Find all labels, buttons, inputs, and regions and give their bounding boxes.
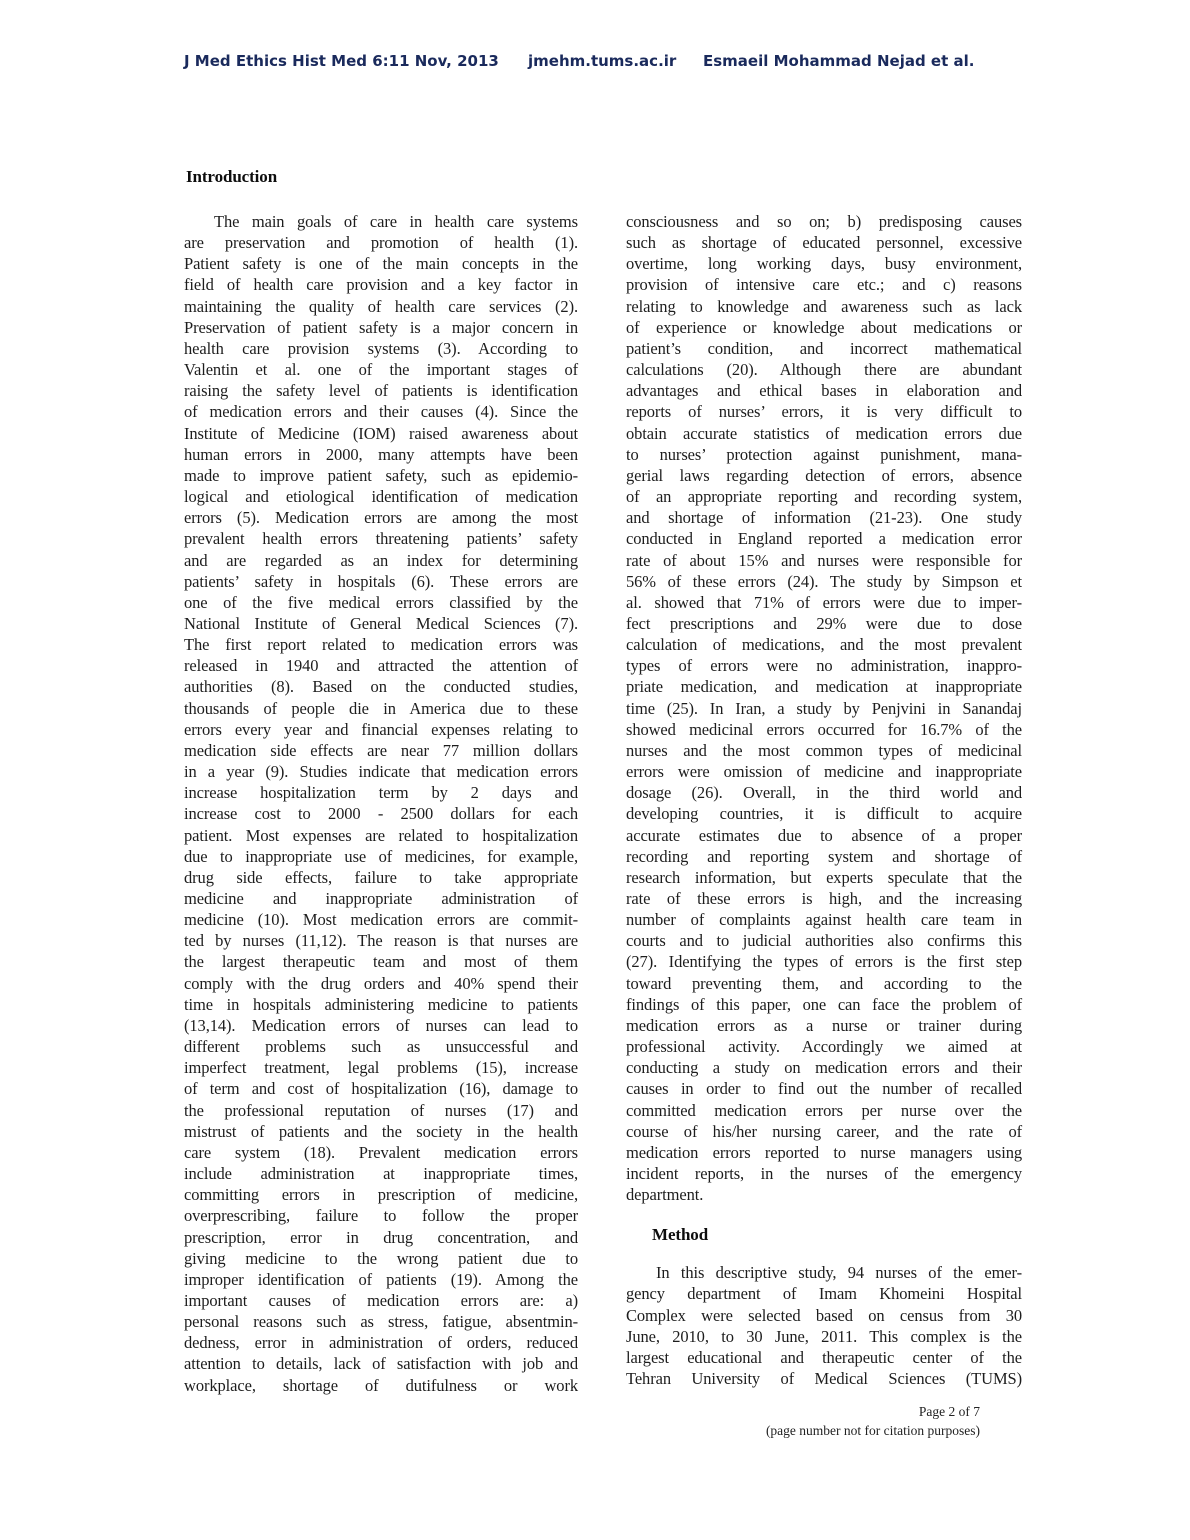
text-line: 56% of these errors (24). The study by Simpson et xyxy=(626,571,1022,591)
left-text-column xyxy=(184,166,578,1396)
text-line: increase cost to 2000 - 2500 dollars for each xyxy=(184,804,578,824)
text-line: of medication errors and their causes (4). Since the xyxy=(184,402,578,422)
text-line: errors (5). Medication errors are among the most xyxy=(184,508,578,528)
text-line: calculations (20). Although there are abundant xyxy=(626,360,1022,380)
text-line: field of health care provision and a key factor in xyxy=(184,275,578,295)
text-line: health care provision systems (3). According to xyxy=(184,338,578,358)
text-line: showed medicinal errors occurred for 16.7% of the xyxy=(626,719,1022,739)
text-line: made to improve patient safety, such as epidemio- xyxy=(184,465,578,485)
text-line: The main goals of care in health care systems xyxy=(214,212,578,231)
text-line: personal reasons such as stress, fatigue, absentmin- xyxy=(184,1312,578,1332)
text-line: medication errors reported to nurse managers using xyxy=(626,1142,1022,1162)
text-line: medication errors as a nurse or trainer during xyxy=(626,1015,1022,1035)
text-line: mistrust of patients and the society in the health xyxy=(184,1121,578,1141)
text-line: time (25). In Iran, a study by Penjvini in Sanandaj xyxy=(626,698,1022,718)
text-line: workplace, shortage of dutifulness or work xyxy=(184,1375,578,1395)
text-line: patient’s condition, and incorrect mathematical xyxy=(626,338,1022,358)
text-line: to nurses’ protection against punishment, mana- xyxy=(626,444,1022,464)
header-website: jmehm.tums.ac.ir xyxy=(528,52,677,70)
text-line: one of the five medical errors classified by the xyxy=(184,592,578,612)
text-line: accurate estimates due to absence of a proper xyxy=(626,825,1022,845)
text-line: al. showed that 71% of errors were due to imper- xyxy=(626,592,1022,612)
text-line: The first report related to medication errors was xyxy=(184,635,578,655)
text-line: rate of these errors is high, and the increasing xyxy=(626,889,1022,908)
text-line: causes in order to find out the number of recalled xyxy=(626,1079,1022,1099)
text-line: gerial laws regarding detection of errors, absence xyxy=(626,465,1022,485)
text-line: improper identification of patients (19). Among the xyxy=(184,1269,578,1289)
text-line: overtime, long working days, busy environment, xyxy=(626,254,1022,274)
text-line: of an appropriate reporting and recording system, xyxy=(626,487,1022,507)
text-line: important causes of medication errors are: a) xyxy=(184,1290,578,1310)
text-line: conducted in England reported a medication error xyxy=(626,529,1022,549)
text-line: drug side effects, failure to take appropriate xyxy=(184,867,578,887)
text-line: committing errors in prescription of medicine, xyxy=(184,1185,578,1205)
text-line: nurses and the most common types of medicinal xyxy=(626,740,1022,760)
text-line: patient. Most expenses are related to hospitalization xyxy=(184,825,578,845)
text-line: include administration at inappropriate times, xyxy=(184,1164,578,1184)
text-line: priate medication, and medication at inappropriate xyxy=(626,677,1022,697)
text-line: types of errors were no administration, inappro- xyxy=(626,656,1022,676)
text-line: reports of nurses’ errors, it is very difficult to xyxy=(626,402,1022,422)
text-line: committed medication errors per nurse over the xyxy=(626,1100,1022,1120)
text-line: Valentin et al. one of the important stages of xyxy=(184,360,578,380)
page-footer xyxy=(766,1402,980,1440)
text-line: developing countries, it is difficult to acquire xyxy=(626,804,1022,824)
text-line: course of his/her nursing career, and the rate of xyxy=(626,1121,1022,1141)
text-line: gency department of Imam Khomeini Hospital xyxy=(626,1284,1022,1304)
text-line: comply with the drug orders and 40% spend their xyxy=(184,973,578,993)
text-line: are preservation and promotion of health (1). xyxy=(184,233,578,253)
text-line: attention to details, lack of satisfaction with job and xyxy=(184,1354,578,1374)
text-line: of term and cost of hospitalization (16), damage to xyxy=(184,1079,578,1099)
right-text-column xyxy=(626,211,1022,1389)
text-line: and shortage of information (21-23). One study xyxy=(626,508,1022,528)
text-line: Preservation of patient safety is a major concern in xyxy=(184,317,578,337)
text-line: the professional reputation of nurses (17) and xyxy=(184,1100,578,1120)
text-line: increase hospitalization term by 2 days and xyxy=(184,783,578,803)
text-line: Tehran University of Medical Sciences (TUMS) xyxy=(626,1369,1022,1389)
text-line: National Institute of General Medical Sciences (7). xyxy=(184,613,578,633)
text-line: department. xyxy=(626,1185,704,1205)
text-line: the largest therapeutic team and most of them xyxy=(184,952,578,972)
section-heading-introduction: Introduction xyxy=(186,167,278,186)
text-line: such as shortage of educated personnel, excessive xyxy=(626,233,1022,253)
header-authors: Esmaeil Mohammad Nejad et al. xyxy=(703,52,975,70)
text-line: care system (18). Prevalent medication errors xyxy=(184,1142,578,1162)
text-line: Complex were selected based on census from 30 xyxy=(626,1305,1022,1325)
page-number: Page 2 of 7 xyxy=(918,1404,980,1419)
text-line: different problems such as unsuccessful and xyxy=(184,1037,578,1057)
text-line: prevalent health errors threatening patients’ safety xyxy=(184,529,578,549)
text-line: medicine (10). Most medication errors are commit- xyxy=(184,910,578,930)
text-line: human errors in 2000, many attempts have been xyxy=(184,444,578,464)
text-line: due to inappropriate use of medicines, for example, xyxy=(184,846,578,866)
text-line: toward preventing them, and according to the xyxy=(626,973,1022,993)
text-line: courts and to judicial authorities also confirms this xyxy=(626,931,1022,951)
text-line: patients’ safety in hospitals (6). These errors are xyxy=(184,571,578,591)
text-line: medicine and inappropriate administration of xyxy=(184,889,578,908)
text-line: in a year (9). Studies indicate that medication errors xyxy=(184,762,578,782)
text-line: imperfect treatment, legal problems (15), increase xyxy=(184,1058,578,1078)
text-line: and are regarded as an index for determining xyxy=(184,550,578,570)
text-line: advantages and ethical bases in elaboration and xyxy=(626,381,1022,401)
text-line: recording and reporting system and shortage of xyxy=(626,846,1022,866)
citation-note: (page number not for citation purposes) xyxy=(765,1423,980,1438)
text-line: of experience or knowledge about medications or xyxy=(626,317,1022,337)
text-line: (13,14). Medication errors of nurses can lead to xyxy=(184,1015,578,1035)
text-line: giving medicine to the wrong patient due to xyxy=(184,1248,578,1268)
text-line: fect prescriptions and 29% were due to dose xyxy=(626,613,1022,633)
text-line: dedness, error in administration of orders, reduced xyxy=(184,1333,578,1353)
text-line: time in hospitals administering medicine to patients xyxy=(184,994,578,1014)
text-line: findings of this paper, one can face the problem of xyxy=(626,994,1022,1014)
text-line: obtain accurate statistics of medication errors due xyxy=(626,423,1022,443)
text-line: (27). Identifying the types of errors is the first step xyxy=(626,952,1022,972)
text-line: In this descriptive study, 94 nurses of the emer- xyxy=(656,1263,1022,1283)
text-line: relating to knowledge and awareness such as lack xyxy=(626,296,1022,316)
text-line: Patient safety is one of the main concepts in the xyxy=(184,254,578,274)
text-line: research information, but experts speculate that the xyxy=(626,867,1022,887)
text-line: number of complaints against health care team in xyxy=(626,910,1022,930)
text-line: authorities (8). Based on the conducted studies, xyxy=(184,677,578,697)
text-line: conducting a study on medication errors and their xyxy=(626,1058,1022,1078)
text-line: prescription, error in drug concentration, and xyxy=(184,1227,578,1247)
text-line: calculation of medications, and the most prevalent xyxy=(626,635,1022,655)
text-line: released in 1940 and attracted the attention of xyxy=(184,656,578,676)
text-line: consciousness and so on; b) predisposing causes xyxy=(626,212,1022,231)
section-heading-method: Method xyxy=(652,1225,709,1245)
text-line: rate of about 15% and nurses were responsible for xyxy=(626,550,1022,570)
text-line: June, 2010, to 30 June, 2011. This complex is the xyxy=(626,1326,1022,1346)
text-line: maintaining the quality of health care services (2). xyxy=(184,296,578,316)
text-line: largest educational and therapeutic center of the xyxy=(626,1347,1022,1367)
text-line: raising the safety level of patients is identification xyxy=(184,381,578,401)
text-line: errors every year and financial expenses relating to xyxy=(184,719,578,739)
text-line: overprescribing, failure to follow the proper xyxy=(184,1206,578,1226)
text-line: professional activity. Accordingly we aimed at xyxy=(626,1037,1022,1057)
text-line: provision of intensive care etc.; and c) reasons xyxy=(626,275,1022,295)
header-journal-title: J Med Ethics Hist Med 6:11 Nov, 2013 xyxy=(184,52,499,70)
text-line: medication side effects are near 77 million dollars xyxy=(184,740,578,760)
text-line: incident reports, in the nurses of the emergency xyxy=(626,1164,1022,1184)
text-line: logical and etiological identification of medication xyxy=(184,487,578,507)
text-line: thousands of people die in America due to these xyxy=(184,698,578,718)
text-line: dosage (26). Overall, in the third world and xyxy=(626,783,1022,803)
text-line: Institute of Medicine (IOM) raised awareness about xyxy=(184,423,578,443)
text-line: errors were omission of medicine and inappropriate xyxy=(626,762,1022,782)
text-line: ted by nurses (11,12). The reason is that nurses are xyxy=(184,931,578,951)
